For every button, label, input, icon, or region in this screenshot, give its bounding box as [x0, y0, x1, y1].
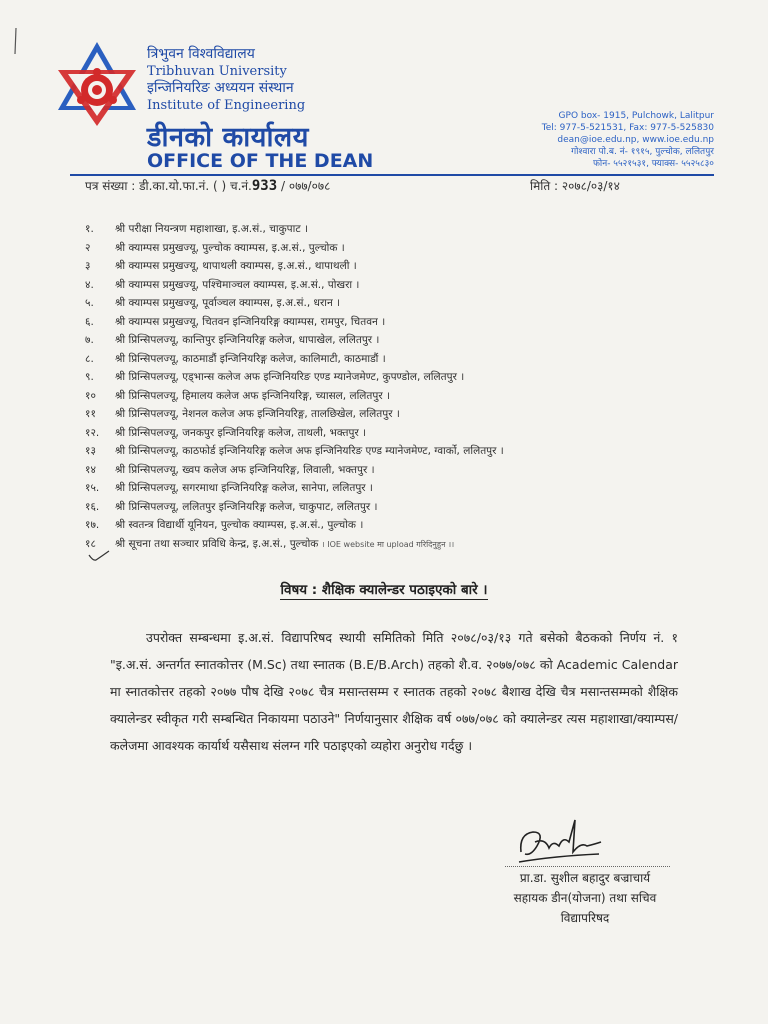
- recipient-number: १४: [85, 463, 96, 476]
- recipient-number: ९.: [85, 371, 94, 383]
- signer-name: प्रा.डा. सुशील बहादुर बज्राचार्य: [519, 871, 651, 885]
- recipient-text: श्री परीक्षा नियन्त्रण महाशाखा, इ.अ.सं., चाकुपाट ।: [115, 223, 308, 235]
- recipient-number: ४.: [85, 278, 94, 291]
- recipient-text: श्री प्रिन्सिपलज्यू, ललितपुर इन्जिनियरिङ्ग कलेज, चाकुपाट, ललितपुर ।: [115, 500, 378, 513]
- recipient-text: श्री सूचना तथा सञ्चार प्रविधि केन्द्र, इ.अ.सं., पुल्चोक: [115, 537, 319, 550]
- recipient-item: [85, 479, 504, 498]
- recipient-number: ६.: [85, 315, 94, 328]
- recipient-item: [85, 294, 504, 313]
- recipient-note: । IOE website मा upload गरिदिनुहुन ।।: [321, 539, 455, 549]
- recipient-item: [85, 535, 504, 554]
- letter-date: मिति : २०७८/०३/१४: [530, 179, 620, 193]
- contact-line: फोन- ५५२१५३१, फ्याक्स- ५५२५८३०: [592, 159, 714, 169]
- recipient-text: श्री प्रिन्सिपलज्यू, कान्तिपुर इन्जिनियरिङ्ग कलेज, धापाखेल, ललितपुर ।: [115, 334, 380, 346]
- recipient-item: [85, 331, 504, 350]
- reference-number: [85, 177, 330, 194]
- recipient-item: [85, 257, 504, 276]
- recipient-item: [85, 461, 504, 480]
- recipient-text: श्री क्याम्पस प्रमुखज्यू, पश्चिमाञ्चल क्याम्पस, इ.अ.सं., पोखरा ।: [115, 278, 360, 291]
- contact-block: [542, 110, 714, 170]
- contact-line: गोश्वारा पो.ब. नं- १९१५, पुल्चोक, ललितपुर: [571, 147, 714, 157]
- pen-mark: [14, 28, 17, 54]
- signer-block: [470, 868, 700, 928]
- recipient-text: श्री प्रिन्सिपलज्यू, एड्भान्स कलेज अफ इन्जिनियरिङ एण्ड म्यानेजमेण्ट, कुपण्डोल, ललितपुर ।: [115, 371, 465, 383]
- recipient-item: [85, 516, 504, 535]
- institute-name-np: इन्जिनियरिङ अध्ययन संस्थान: [147, 80, 294, 96]
- header-names: [147, 46, 305, 114]
- recipient-list: [85, 220, 504, 553]
- body-paragraph: उपरोक्त सम्बन्धमा इ.अ.सं. विद्यापरिषद स्थायी समितिको मिति २०७८/०३/१३ गते बसेको बैठकको निर्णय नं. १ "इ.अ.सं. अन्तर्गत स्नातकोत्तर (M.Sc) तथा स्नातक (B.E/B.Arch) तहको शै.व. २०७७/०७८ को Academic Calendar मा स्नातकोत्तर तहको २०७७ पौष देखि २०७८ चैत्र मसान्तसम्म र स्नातक तहको २०७८ बैशाख देखि चैत्र मसान्तसम्मको शैक्षिक क्यालेन्डर स्वीकृत गरी सम्बन्धित निकायमा पठाउने" निर्णयानुसार शैक्षिक वर्ष ०७७/०७८ को क्यालेन्डर त्यस महाशाखा/क्याम्पस/कलेजमा आवश्यक कार्यार्थ यसैसाथ संलग्न गरि पठाइएको व्यहोरा अनुरोध गर्दछु ।: [110, 630, 678, 753]
- signature-line: [505, 866, 670, 867]
- contact-line: dean@ioe.edu.np, www.ioe.edu.np: [557, 135, 714, 145]
- recipient-item: [85, 387, 504, 406]
- contact-line: GPO box- 1915, Pulchowk, Lalitpur: [558, 111, 714, 121]
- recipient-text: श्री प्रिन्सिपलज्यू, सगरमाथा इन्जिनियरिङ्ग कलेज, सानेपा, ललितपुर ।: [115, 482, 373, 494]
- office-title-np: डीनको कार्यालय: [147, 122, 309, 153]
- recipient-text: श्री स्वतन्त्र विद्यार्थी यूनियन, पुल्चोक क्याम्पस, इ.अ.सं., पुल्चोक ।: [115, 519, 364, 531]
- recipient-text: श्री प्रिन्सिपलज्यू, जनकपुर इन्जिनियरिङ्ग कलेज, ताथली, भक्तपुर ।: [115, 426, 367, 439]
- recipient-number: १६.: [85, 500, 100, 513]
- recipient-text: श्री प्रिन्सिपलज्यू, नेशनल कलेज अफ इन्जिनियरिङ्ग, तालछिखेल, ललितपुर ।: [115, 408, 400, 420]
- recipient-number: १५.: [85, 482, 100, 494]
- recipient-number: ५.: [85, 297, 94, 309]
- recipient-item: [85, 239, 504, 258]
- recipient-item: [85, 405, 504, 424]
- recipient-item: [85, 424, 504, 443]
- university-name-en: Tribhuvan University: [147, 64, 287, 79]
- signer-body: विद्यापरिषद: [560, 911, 610, 925]
- recipient-text: श्री क्याम्पस प्रमुखज्यू, पूर्वाञ्चल क्याम्पस, इ.अ.सं., धरान ।: [115, 297, 341, 309]
- recipient-text: श्री प्रिन्सिपलज्यू, काठमाडौं इन्जिनियरिङ्ग कलेज, कालिमाटी, काठमाडौं ।: [115, 352, 386, 365]
- recipient-item: [85, 276, 504, 295]
- recipient-item: [85, 442, 504, 461]
- recipient-text: श्री क्याम्पस प्रमुखज्यू, थापाथली क्याम्पस, इ.अ.सं., थापाथली ।: [115, 260, 357, 272]
- recipient-item: [85, 350, 504, 369]
- recipient-item: [85, 313, 504, 332]
- ref-year: / ०७७/०७८: [280, 179, 331, 193]
- recipient-item: [85, 220, 504, 239]
- recipient-number: १७.: [85, 519, 100, 531]
- header-divider: [70, 174, 714, 176]
- recipient-text: श्री प्रिन्सिपलज्यू, ख्वप कलेज अफ इन्जिनियरिङ्ग, लिवाली, भक्तपुर ।: [115, 463, 375, 476]
- recipient-item: [85, 498, 504, 517]
- recipient-number: १३: [85, 445, 96, 457]
- tu-logo-icon: [56, 40, 138, 128]
- recipient-number: १२.: [85, 426, 100, 439]
- university-name-np: त्रिभुवन विश्वविद्यालय: [147, 46, 255, 62]
- office-title-en: OFFICE OF THE DEAN: [147, 150, 374, 172]
- recipient-number: ८.: [85, 352, 94, 365]
- ref-handwritten-number: 933: [251, 178, 278, 194]
- recipient-number: ७.: [85, 334, 94, 346]
- recipient-number: २: [85, 241, 91, 254]
- signature-icon: [515, 812, 605, 870]
- signer-title: सहायक डीन(योजना) तथा सचिव: [513, 891, 657, 905]
- recipient-number: ३: [85, 260, 91, 272]
- subject-line: [0, 580, 768, 598]
- recipient-number: १०: [85, 389, 96, 402]
- recipient-number: १.: [85, 223, 94, 235]
- recipient-number: ११: [85, 408, 96, 420]
- recipient-text: श्री क्याम्पस प्रमुखज्यू, चितवन इन्जिनियरिङ्ग क्याम्पस, रामपुर, चितवन ।: [115, 315, 386, 328]
- recipient-item: [85, 368, 504, 387]
- ref-label: पत्र संख्या : डी.का.यो.फा.नं. ( ) च.नं.: [85, 179, 252, 193]
- recipient-text: श्री प्रिन्सिपलज्यू, हिमालय कलेज अफ इन्जिनियरिङ्ग, च्यासल, ललितपुर ।: [115, 389, 390, 402]
- letter-body: [110, 624, 678, 759]
- recipient-text: श्री प्रिन्सिपलज्यू, काठफोर्ड इन्जिनियरिङ्ग कलेज अफ इन्जिनियरिङ एण्ड म्यानेजमेण्ट, ग्वार्को, ललितपुर ।: [115, 445, 504, 457]
- institute-name-en: Institute of Engineering: [147, 98, 306, 113]
- subject-text: विषय : शैक्षिक क्यालेन्डर पठाइएको बारे ।: [280, 582, 488, 598]
- recipient-number: १८: [85, 537, 96, 550]
- contact-line: Tel: 977-5-521531, Fax: 977-5-525830: [541, 123, 714, 133]
- recipient-text: श्री क्याम्पस प्रमुखज्यू, पुल्चोक क्याम्पस, इ.अ.सं., पुल्चोक ।: [115, 241, 345, 254]
- tick-mark-icon: [88, 550, 110, 562]
